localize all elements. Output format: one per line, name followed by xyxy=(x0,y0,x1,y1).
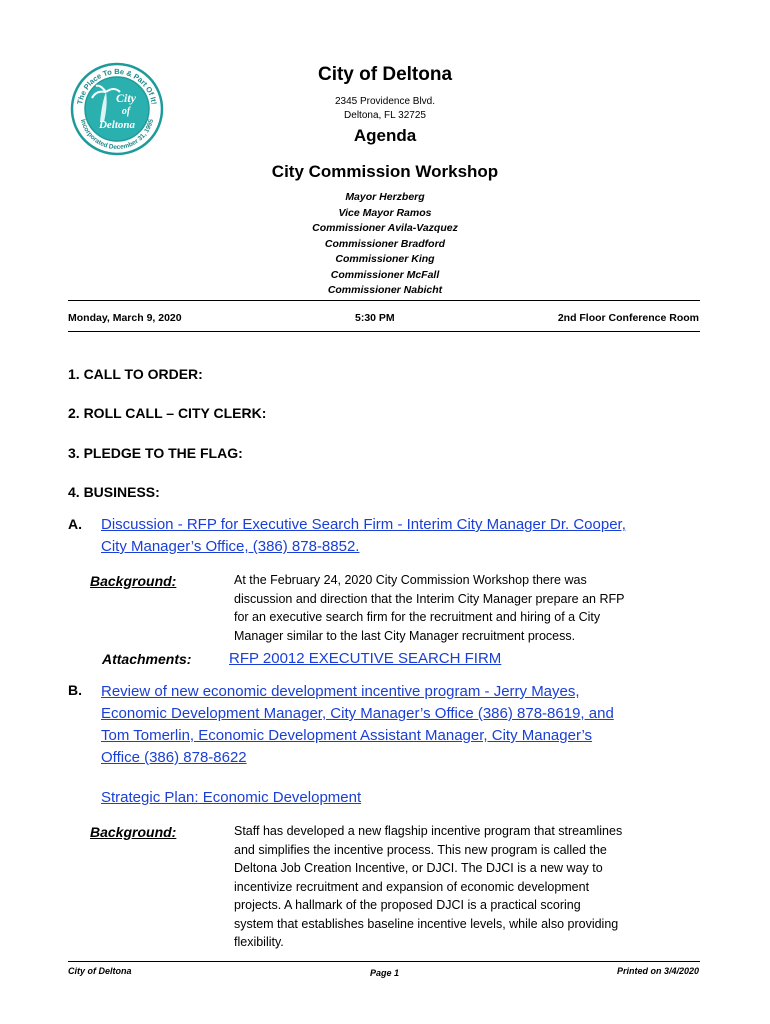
seal-city-word: City xyxy=(116,91,136,105)
address-line-2: Deltona, FL 32725 xyxy=(344,110,426,121)
seal-ring-text: The Place To Be & Part Of It! xyxy=(75,66,159,106)
section-pledge: 3. PLEDGE TO THE FLAG: xyxy=(68,445,243,461)
item-b-link-line-1[interactable]: Review of new economic development incentive program - Jerry Mayes, xyxy=(101,683,580,700)
item-b-link-line-2[interactable]: Economic Development Manager, City Manager’s Office (386) 878-8619, and xyxy=(101,705,614,722)
item-a-attachments-label: Attachments: xyxy=(102,651,192,667)
member-avila-vazquez: Commissioner Avila-Vazquez xyxy=(312,222,458,234)
item-a-background-label: Background: xyxy=(90,573,177,589)
section-business: 4. BUSINESS: xyxy=(68,484,160,500)
seal-bottom-text: Incorporated December 31, 1995 xyxy=(78,118,156,152)
section-roll-call: 2. ROLL CALL – CITY CLERK: xyxy=(68,405,267,421)
address-line-1: 2345 Providence Blvd. xyxy=(334,96,436,107)
agenda-heading: Agenda xyxy=(353,126,417,145)
footer-org: City of Deltona xyxy=(68,966,132,976)
item-b-background-text xyxy=(234,822,622,952)
meeting-time: 5:30 PM xyxy=(355,312,395,324)
page-title: City of Deltona xyxy=(317,64,453,85)
item-b-bg-line-2: and simplifies the incentive process. This new program is called the xyxy=(234,842,607,857)
meta-divider xyxy=(68,331,700,332)
seal-deltona-word: Deltona xyxy=(98,119,136,131)
meeting-heading: City Commission Workshop xyxy=(271,162,499,181)
item-b-strategic-plan-link[interactable]: Strategic Plan: Economic Development xyxy=(101,789,362,806)
item-b-bg-line-3: Deltona Job Creation Incentive, or DJCI. The DJCI is a new way to xyxy=(234,861,603,875)
footer-printed-date: Printed on 3/4/2020 xyxy=(616,966,699,976)
item-b-title-link[interactable] xyxy=(101,681,614,769)
item-a-bg-line-2: discussion and direction that the Interim City Manager prepare an RFP xyxy=(234,591,625,606)
item-b-bg-line-7: flexibility. xyxy=(234,935,284,949)
member-mayor: Mayor Herzberg xyxy=(345,191,425,203)
item-b-link-line-3[interactable]: Tom Tomerlin, Economic Development Assistant Manager, City Manager’s xyxy=(101,727,593,744)
item-a-background-text xyxy=(234,571,624,645)
member-nabicht: Commissioner Nabicht xyxy=(327,284,443,296)
meeting-date: Monday, March 9, 2020 xyxy=(68,312,182,324)
item-a-letter: A. xyxy=(68,516,82,532)
section-call-to-order: 1. CALL TO ORDER: xyxy=(68,366,203,382)
item-b-link-line-4[interactable]: Office (386) 878-8622 xyxy=(101,749,247,766)
header-divider xyxy=(68,300,700,301)
item-a-link-line-2[interactable]: City Manager’s Office, (386) 878-8852. xyxy=(101,538,360,555)
item-b-bg-line-5: projects. A hallmark of the proposed DJCI is a practical scoring xyxy=(234,898,581,912)
item-a-bg-line-4: Manager similar to the last City Manager recruitment process. xyxy=(234,628,576,643)
footer-page-number: Page 1 xyxy=(370,968,400,978)
item-a-link-line-1[interactable]: Discussion - RFP for Executive Search Firm - Interim City Manager Dr. Cooper, xyxy=(101,516,626,533)
item-a-bg-line-3: for an executive search firm for the recruitment and hiring of a City xyxy=(234,610,601,624)
item-a-bg-line-1: At the February 24, 2020 City Commission Workshop there was xyxy=(234,573,587,587)
seal-of-word: of xyxy=(121,106,131,117)
item-b-letter: B. xyxy=(68,682,82,698)
item-a-title-link[interactable] xyxy=(101,514,626,558)
meeting-location: 2nd Floor Conference Room xyxy=(557,312,699,324)
item-b-background-label: Background: xyxy=(90,824,177,840)
item-b-bg-line-4: incentivize recruitment and expansion of economic development xyxy=(234,879,590,894)
member-bradford: Commissioner Bradford xyxy=(324,237,446,250)
footer-divider xyxy=(68,961,700,962)
member-vice-mayor: Vice Mayor Ramos xyxy=(338,206,432,219)
member-mcfall: Commissioner McFall xyxy=(330,268,440,281)
item-a-attachment-link[interactable]: RFP 20012 EXECUTIVE SEARCH FIRM xyxy=(229,650,502,667)
member-king: Commissioner King xyxy=(335,253,435,265)
item-b-bg-line-6: system that establishes baseline incentive levels, while also providing xyxy=(234,916,619,931)
item-b-bg-line-1: Staff has developed a new flagship incentive program that streamlines xyxy=(234,824,623,838)
